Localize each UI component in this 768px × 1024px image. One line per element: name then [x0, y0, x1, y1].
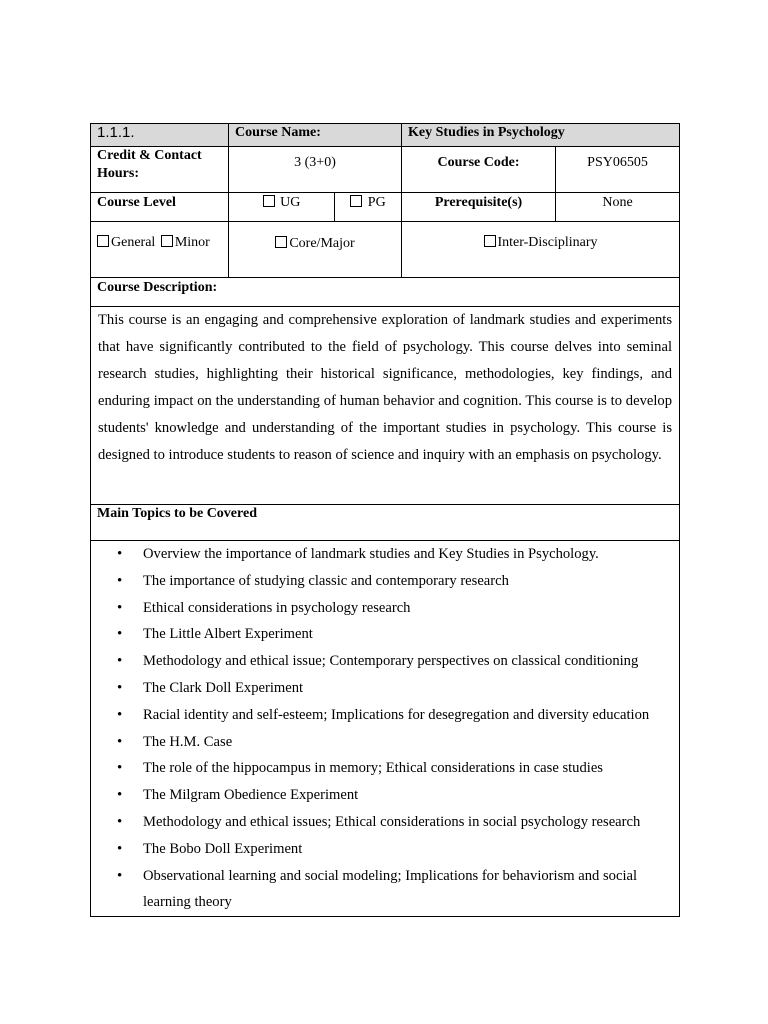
general-checkbox[interactable] [97, 235, 109, 247]
topic-item [117, 675, 673, 702]
topic-item [117, 595, 673, 622]
bullet-icon: • [117, 867, 123, 884]
pg-checkbox[interactable] [350, 195, 362, 207]
course-code-label: Course Code: [402, 147, 556, 193]
course-level-label: Course Level [91, 193, 229, 222]
bullet-icon: • [117, 733, 123, 750]
topics-row [91, 541, 680, 917]
course-name-label: Course Name: [229, 124, 402, 147]
bullet-icon: • [117, 599, 123, 616]
ug-checkbox[interactable] [263, 195, 275, 207]
bullet-icon: • [117, 653, 123, 670]
course-info-table [90, 123, 680, 917]
bullet-icon: • [117, 787, 123, 804]
topic-item [117, 702, 673, 729]
topic-text: The importance of studying classic and contemporary research [143, 572, 509, 589]
topic-item [117, 621, 673, 648]
topic-text: Racial identity and self-esteem; Implications for desegregation and diversity education [143, 706, 650, 723]
topic-text: The H.M. Case [143, 733, 233, 750]
general-label: General [111, 235, 156, 250]
description-label-row [91, 278, 680, 307]
credit-row [91, 147, 680, 193]
topic-item [117, 648, 673, 675]
level-row [91, 193, 680, 222]
topic-text: Observational learning and social modeling; Implications for behaviorism and social learning theory [143, 867, 638, 911]
topic-text: The Clark Doll Experiment [143, 679, 304, 696]
topic-text: Methodology and ethical issues; Ethical considerations in social psychology research [143, 813, 641, 830]
description-label: Course Description: [91, 278, 680, 307]
course-name-value: Key Studies in Psychology [402, 124, 680, 147]
topic-item [117, 809, 673, 836]
course-description: This course is an engaging and comprehensive exploration of landmark studies and experiments that have significantly contributed to the field of psychology. This course delves into seminal research studies, highlighting their historical significance, methodologies, key findings, and enduring impact on the understanding of human behavior and cognition. This course is to develop students' knowledge and understanding of the important studies in psychology. This course is designed to introduce students to reason of science and inquiry with an emphasis on psychology. [91, 307, 680, 505]
minor-label: Minor [174, 235, 210, 250]
topic-text: Overview the importance of landmark studies and Key Studies in Psychology. [143, 546, 599, 562]
pg-option[interactable] [335, 193, 402, 222]
credit-label: Credit & Contact Hours: [91, 147, 229, 193]
header-row [91, 124, 680, 147]
core-major-checkbox[interactable] [275, 236, 287, 248]
topic-text: The Bobo Doll Experiment [143, 840, 303, 857]
topic-item [117, 863, 673, 917]
general-minor-cell [91, 222, 229, 278]
topics-cell [91, 541, 680, 917]
bullet-icon: • [117, 546, 123, 562]
topic-item [117, 782, 673, 809]
credit-value: 3 (3+0) [229, 147, 402, 193]
topics-label: Main Topics to be Covered [91, 505, 680, 541]
topic-item [117, 836, 673, 863]
description-row [91, 307, 680, 505]
prerequisite-value: None [556, 193, 680, 222]
bullet-icon: • [117, 706, 123, 723]
topic-item [117, 568, 673, 595]
core-major-label: Core/Major [289, 236, 355, 251]
inter-disciplinary-cell [402, 222, 680, 278]
bullet-icon: • [117, 840, 123, 857]
bullet-icon: • [117, 760, 123, 777]
topics-list [97, 541, 673, 916]
prerequisite-label: Prerequisite(s) [402, 193, 556, 222]
pg-label: PG [367, 195, 386, 210]
inter-disciplinary-checkbox[interactable] [484, 235, 496, 247]
topic-text: Ethical considerations in psychology research [143, 599, 411, 616]
topics-label-row [91, 505, 680, 541]
course-code-value: PSY06505 [556, 147, 680, 193]
topic-item [117, 541, 673, 568]
topic-text: The Milgram Obedience Experiment [143, 787, 359, 804]
section-number: 1.1.1. [91, 124, 229, 147]
topic-text: The Little Albert Experiment [143, 626, 313, 643]
bullet-icon: • [117, 679, 123, 696]
category-row [91, 222, 680, 278]
topic-item [117, 755, 673, 782]
minor-checkbox[interactable] [161, 235, 173, 247]
inter-disciplinary-label: Inter-Disciplinary [497, 235, 598, 250]
bullet-icon: • [117, 813, 123, 830]
bullet-icon: • [117, 572, 123, 589]
ug-option[interactable] [229, 193, 335, 222]
bullet-icon: • [117, 626, 123, 643]
topic-text: Methodology and ethical issue; Contemporary perspectives on classical conditioning [143, 653, 639, 670]
ug-label: UG [280, 195, 301, 210]
core-major-cell [229, 222, 402, 278]
topic-text: The role of the hippocampus in memory; Ethical considerations in case studies [143, 760, 603, 777]
topic-item [117, 729, 673, 756]
